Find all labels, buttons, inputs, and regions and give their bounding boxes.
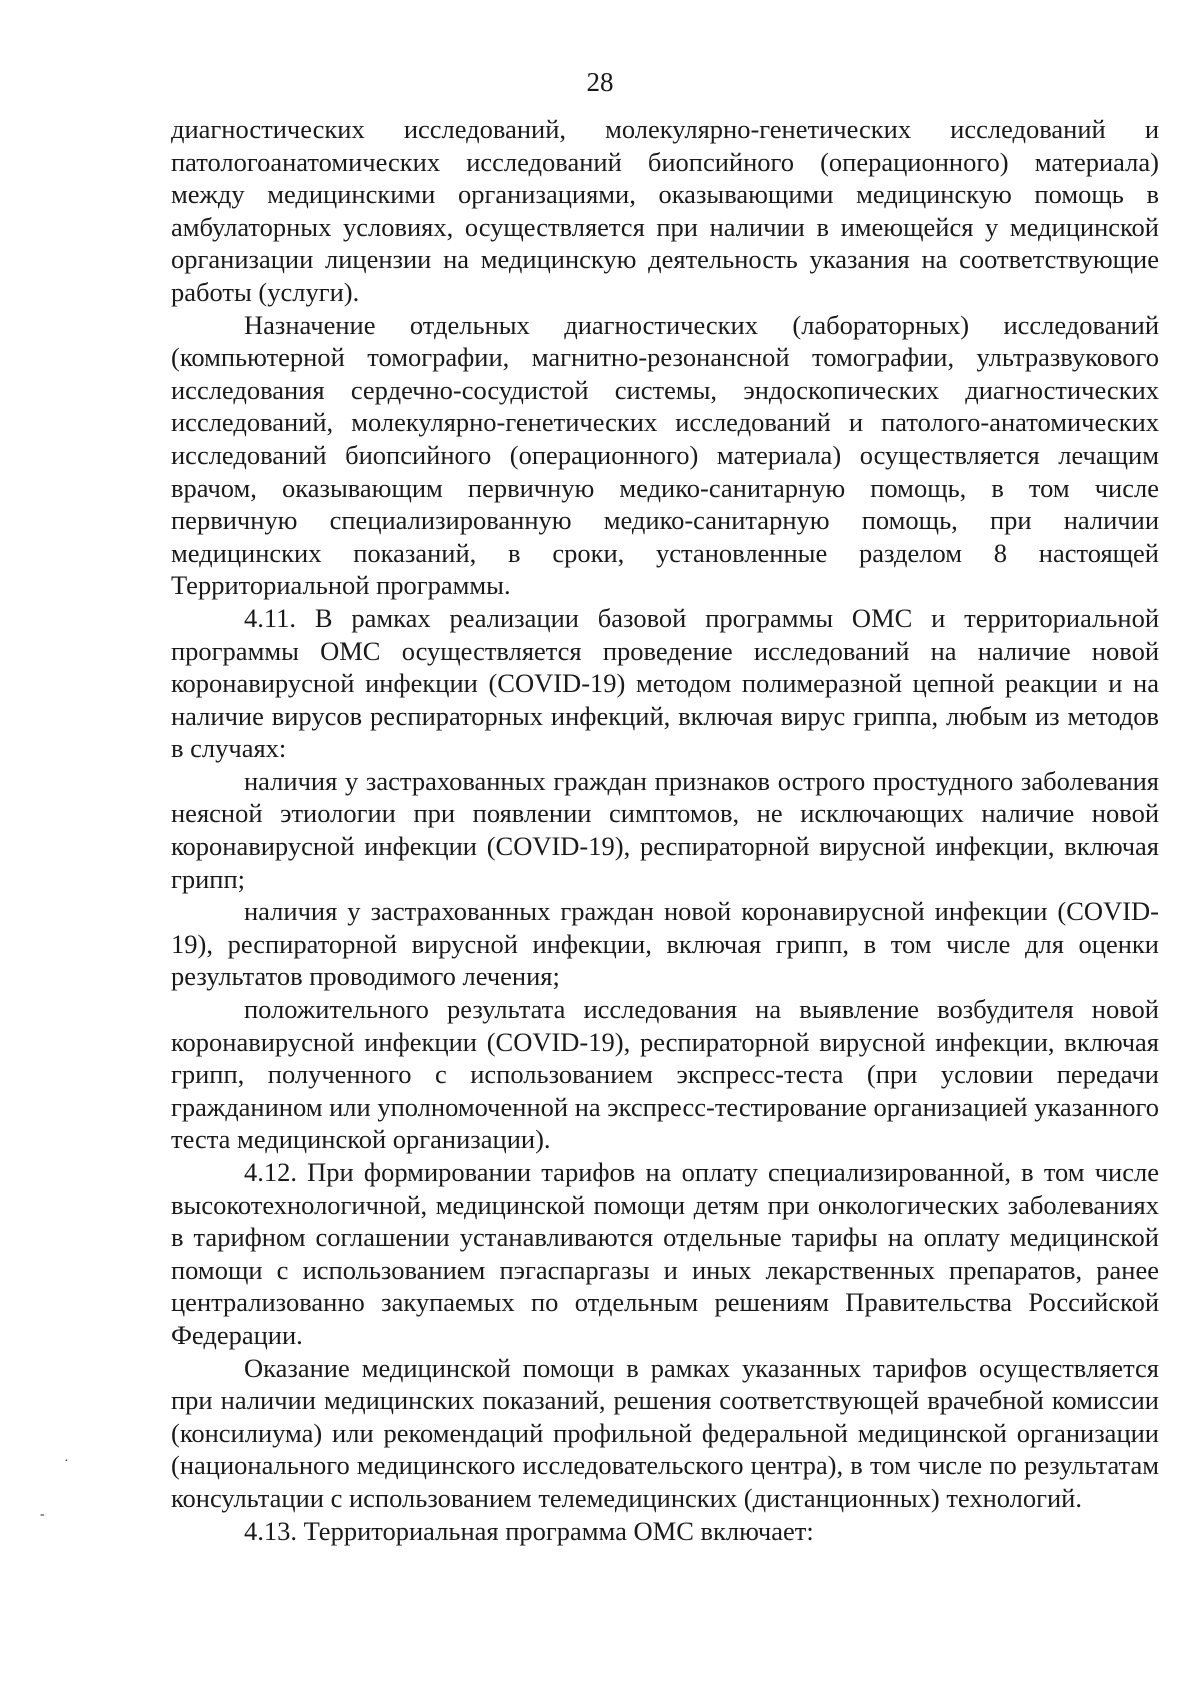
scan-artifact-mark: - — [40, 1507, 45, 1522]
paragraph-diagnostics-assignment: Назначение отдельных диагностических (лабораторных) исследований (компьютерной томографии, магнитно-резонансной томографии, ультразвукового исследования сердечно-сосудистой системы, эндоскопических диагностических исследований, молекулярно-генетических исследований и патолого-анатомических исследований биопсийного (операционного) материала) осуществляется лечащим врачом, оказывающим первичную медико-санитарную помощь, в том числе первичную специализированную медико-санитарную помощь, при наличии медицинских показаний, в сроки, установленные разделом 8 настоящей Территориальной программы. — [171, 309, 1159, 601]
scan-artifact-mark: · — [64, 1454, 69, 1469]
page-number: 28 — [586, 67, 614, 97]
paragraph-continuation: диагностических исследований, молекулярно-генетических исследований и патологоанатомических исследований биопсийного (операционного) материала) между медицинскими организациями, оказывающими медицинскую помощь в амбулаторных условиях, осуществляется при наличии в имеющейся у медицинской организации лицензии на медицинскую деятельность указания на соответствующие работы (услуги). — [171, 114, 1159, 307]
paragraph-4-12: 4.12. При формировании тарифов на оплату специализированной, в том числе высокотехнологичной, медицинской помощи детям при онкологических заболеваниях в тарифном соглашении устанавливаются отдельные тарифы на оплату медицинской помощи с использованием пэгаспаргазы и иных лекарственных препаратов, ранее централизованно закупаемых по отдельным решениям Правительства Российской Федерации. — [171, 1157, 1159, 1350]
paragraph-4-11: 4.11. В рамках реализации базовой программы ОМС и территориальной программы ОМС осуществляется проведение исследований на наличие новой коронавирусной инфекции (COVID-19) методом полимеразной цепной реакции и на наличие вирусов респираторных инфекций, включая вирус гриппа, любым из методов в случаях: — [171, 602, 1159, 764]
paragraph-tariffs-provision: Оказание медицинской помощи в рамках указанных тарифов осуществляется при наличии медицинских показаний, решения соответствующей врачебной комиссии (консилиума) или рекомендаций профильной федеральной медицинской организации (национального медицинского исследовательского центра), в том числе по результатам консультации с использованием телемедицинских (дистанционных) технологий. — [171, 1352, 1159, 1513]
document-body — [171, 113, 1159, 1547]
list-item-infection: наличия у застрахованных граждан новой коронавирусной инфекции (COVID-19), респираторной вирусной инфекции, включая грипп, в том числе для оценки результатов проводимого лечения; — [171, 896, 1159, 992]
paragraph-4-13: 4.13. Территориальная программа ОМС включает: — [244, 1515, 814, 1546]
list-item-express-test: положительного результата исследования на выявление возбудителя новой коронавирусной инфекции (COVID-19), респираторной вирусной инфекции, включая грипп, полученного с использованием экспресс-теста (при условии передачи гражданином или уполномоченной на экспресс-тестирование организацией указанного теста медицинской организации). — [171, 994, 1159, 1155]
list-item-symptoms: наличия у застрахованных граждан признаков острого простудного заболевания неясной этиологии при появлении симптомов, не исключающих наличие новой коронавирусной инфекции (COVID-19), респираторной вирусной инфекции, включая грипп; — [171, 765, 1159, 894]
